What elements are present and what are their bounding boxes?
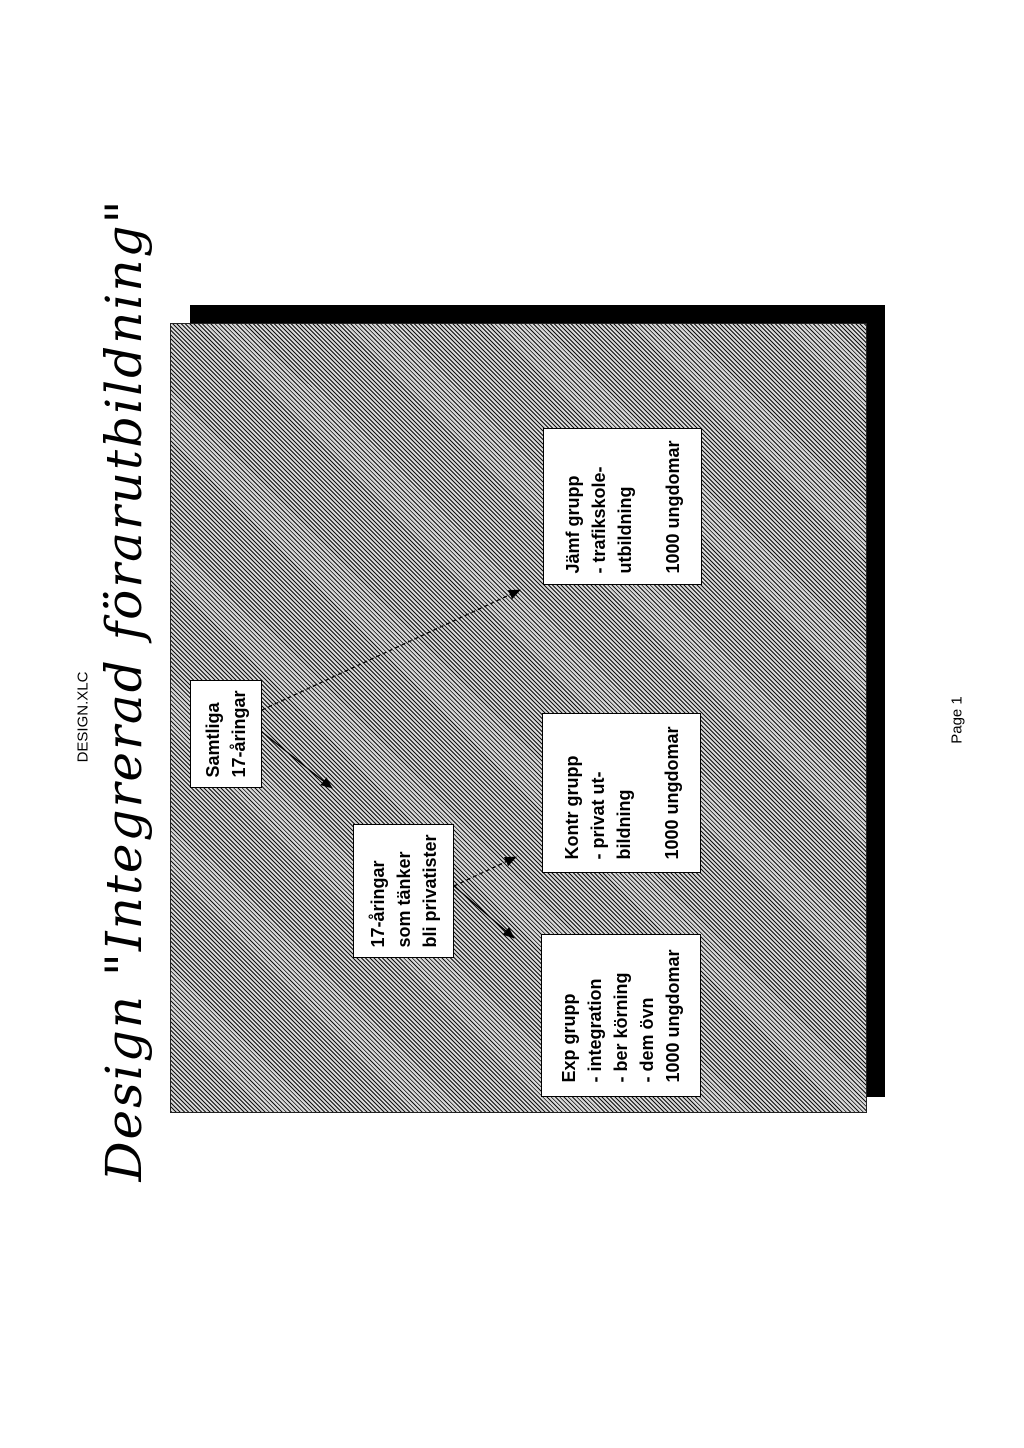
node-kontr-line-3: bildning	[613, 789, 634, 860]
node-privatister	[353, 824, 454, 958]
node-jamf-line-2: - trafikskole-	[588, 465, 609, 574]
node-jamf-grupp	[543, 428, 702, 585]
node-kontr-grupp	[542, 713, 701, 873]
hatched-panel	[170, 323, 867, 1113]
node-privatister-line-1: 17-åringar	[367, 860, 388, 948]
node-exp-line-2: - integration	[585, 978, 605, 1083]
node-samtliga	[190, 680, 262, 788]
node-exp-line-3: - ber körning	[611, 972, 631, 1083]
node-privatister-line-2: som tänker	[393, 851, 414, 948]
node-kontr-line-2: - privat ut-	[587, 771, 608, 860]
node-exp-line-5: 1000 ungdomar	[663, 948, 683, 1083]
handwritten-title: Design "Integrerad förarutbildning"	[95, 198, 153, 1182]
node-privatister-line-3: bli privatister	[419, 834, 440, 948]
node-jamf-line-5: 1000 ungdomar	[662, 439, 683, 574]
document-filename: DESIGN.XLC	[74, 671, 92, 763]
node-samtliga-line-2: 17-åringar	[229, 690, 249, 778]
node-jamf-line-1: Jämf grupp	[562, 475, 583, 574]
node-exp-grupp	[541, 934, 701, 1097]
node-jamf-line-3: utbildning	[614, 486, 635, 574]
node-kontr-line-1: Kontr grupp	[561, 755, 582, 860]
node-kontr-gap	[637, 726, 659, 859]
node-samtliga-line-1: Samtliga	[203, 702, 223, 778]
page-number: Page 1	[948, 696, 966, 744]
node-exp-line-1: Exp grupp	[559, 993, 579, 1083]
node-exp-line-4: - dem övn	[637, 997, 657, 1083]
node-jamf-gap	[638, 440, 660, 573]
node-kontr-line-5: 1000 ungdomar	[661, 726, 682, 860]
